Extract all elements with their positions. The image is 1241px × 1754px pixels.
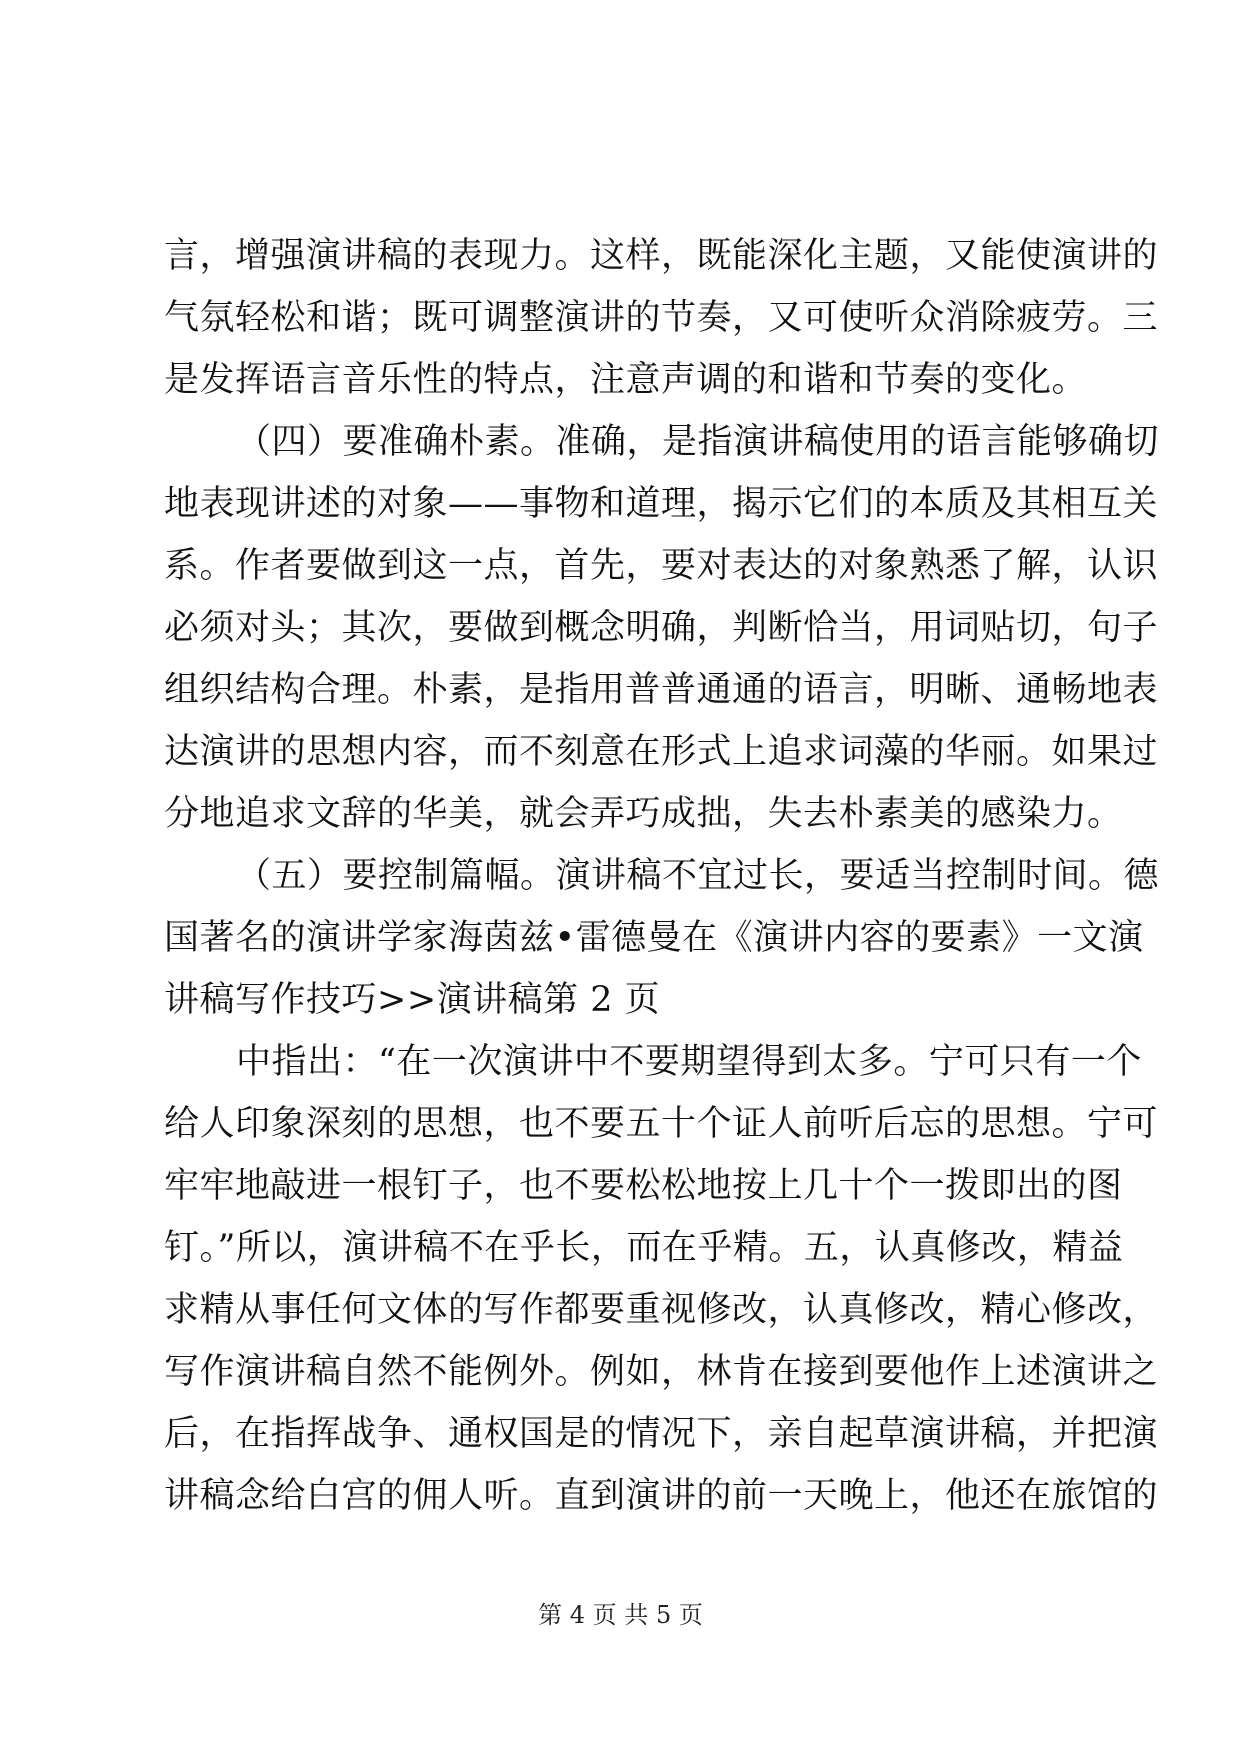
text-line: 是发挥语言音乐性的特点，注意声调的和谐和节奏的变化。 <box>164 360 1088 400</box>
text-line: 写作演讲稿自然不能例外。例如，林肯在接到要他作上述演讲之 <box>164 1352 1159 1392</box>
text-line: 组织结构合理。朴素，是指用普普通通的语言，明晰、通畅地表 <box>164 670 1159 710</box>
text-line: 钉。”所以，演讲稿不在乎长，而在乎精。五，认真修改，精益 <box>164 1228 1124 1268</box>
text-line: （四）要准确朴素。准确，是指演讲稿使用的语言能够确切 <box>236 422 1160 462</box>
page-footer: 第 4 页 共 5 页 <box>538 1601 703 1629</box>
text-line: 系。作者要做到这一点，首先，要对表达的对象熟悉了解，认识 <box>164 546 1159 586</box>
text-line: 地表现讲述的对象——事物和道理，揭示它们的本质及其相互关 <box>164 484 1159 524</box>
text-line: 讲稿念给白宫的佣人听。直到演讲的前一天晚上，他还在旅馆的 <box>164 1476 1159 1516</box>
text-line: 言，增强演讲稿的表现力。这样，既能深化主题，又能使演讲的 <box>164 236 1159 276</box>
text-line: 国著名的演讲学家海茵兹•雷德曼在《演讲内容的要素》一文演 <box>164 918 1144 958</box>
text-line: 达演讲的思想内容，而不刻意在形式上追求词藻的华丽。如果过 <box>164 732 1159 772</box>
text-line: 分地追求文辞的华美，就会弄巧成拙，失去朴素美的感染力。 <box>164 794 1123 834</box>
text-line: 求精从事任何文体的写作都要重视修改，认真修改，精心修改， <box>164 1290 1159 1330</box>
text-line: 中指出：“在一次演讲中不要期望得到太多。宁可只有一个 <box>236 1042 1142 1082</box>
text-line: 后，在指挥战争、通权国是的情况下，亲自起草演讲稿，并把演 <box>164 1414 1159 1454</box>
text-line: 讲稿写作技巧>>演讲稿第 2 页 <box>164 980 661 1020</box>
text-line: （五）要控制篇幅。演讲稿不宜过长，要适当控制时间。德 <box>236 856 1160 896</box>
text-line: 气氛轻松和谐；既可调整演讲的节奏，又可使听众消除疲劳。三 <box>164 298 1159 338</box>
text-line: 给人印象深刻的思想，也不要五十个证人前听后忘的思想。宁可 <box>164 1104 1159 1144</box>
text-line: 必须对头；其次，要做到概念明确，判断恰当，用词贴切，句子 <box>164 608 1159 648</box>
text-line: 牢牢地敲进一根钉子，也不要松松地按上几十个一拨即出的图 <box>164 1166 1123 1206</box>
